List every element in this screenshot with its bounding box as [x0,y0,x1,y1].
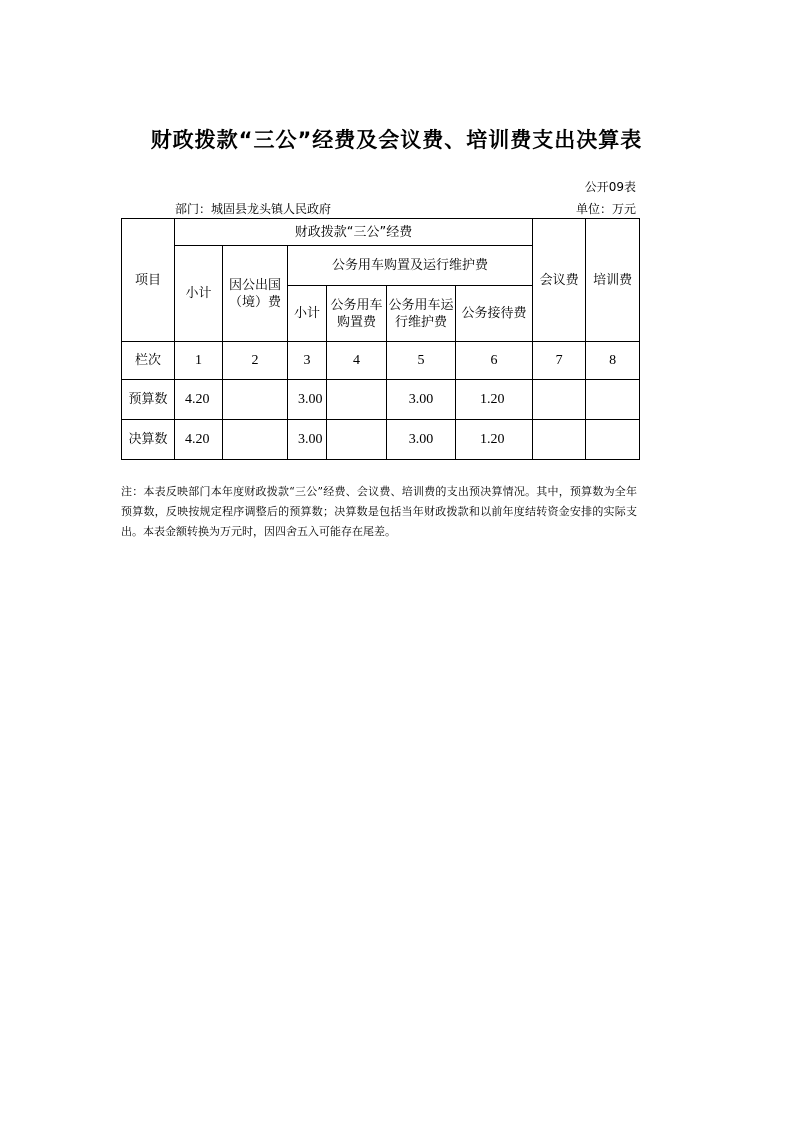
table-cell [533,380,586,420]
table-cell: 3.00 [288,380,327,420]
header-training: 培训费 [586,219,640,342]
table-cell: 2 [223,342,288,380]
table-cell: 4 [327,342,387,380]
table-row [122,420,640,460]
table-cell: 4.20 [175,420,223,460]
table-cell: 3.00 [288,420,327,460]
table-cell: 1 [175,342,223,380]
table-cell: 5 [387,342,456,380]
row-label: 栏次 [122,342,175,380]
header-item: 项目 [122,219,175,342]
row-label: 预算数 [122,380,175,420]
table-cell: 6 [456,342,533,380]
table-cell: 3.00 [387,420,456,460]
form-number: 公开09表 [584,180,636,194]
table-row [122,380,640,420]
expenditure-table [121,218,640,460]
header-meeting: 会议费 [533,219,586,342]
table-cell: 8 [586,342,640,380]
table-cell [586,420,640,460]
table-cell: 7 [533,342,586,380]
table-cell [586,380,640,420]
table-cell [327,380,387,420]
header-sangong: 财政拨款“三公”经费 [175,219,533,246]
table-cell [533,420,586,460]
table-cell: 1.20 [456,380,533,420]
page-title: 财政拨款“三公”经费及会议费、培训费支出决算表 [150,128,643,152]
header-subtotal: 小计 [175,246,223,342]
unit-value: 万元 [611,202,636,216]
table-cell: 3.00 [387,380,456,420]
unit-caption: 单位： [575,202,612,216]
header-abroad: 因公出国（境）费 [223,246,288,342]
table-row [122,342,640,380]
header-vehicle-subtotal: 小计 [288,286,327,342]
table-cell: 3 [288,342,327,380]
header-vehicle: 公务用车购置及运行维护费 [288,246,533,286]
table-cell [223,420,288,460]
table-cell [327,420,387,460]
table-cell: 4.20 [175,380,223,420]
department-label: 部门：城固县龙头镇人民政府 [175,202,332,216]
table-cell: 1.20 [456,420,533,460]
header-reception: 公务接待费 [456,286,533,342]
row-label: 决算数 [122,420,175,460]
header-vehicle-purchase: 公务用车购置费 [327,286,387,342]
header-vehicle-maintenance: 公务用车运行维护费 [387,286,456,342]
unit-label [576,200,636,217]
table-cell [223,380,288,420]
table-note: 注：本表反映部门本年度财政拨款“三公”经费、会议费、培训费的支出预决算情况。其中，预算数为全年预算数，反映按规定程序调整后的预算数；决算数是包括当年财政拨款和以前年度结转资金安排的实际支出。本表金额转换为万元时，因四舍五入可能存在尾差。 [121,485,637,538]
